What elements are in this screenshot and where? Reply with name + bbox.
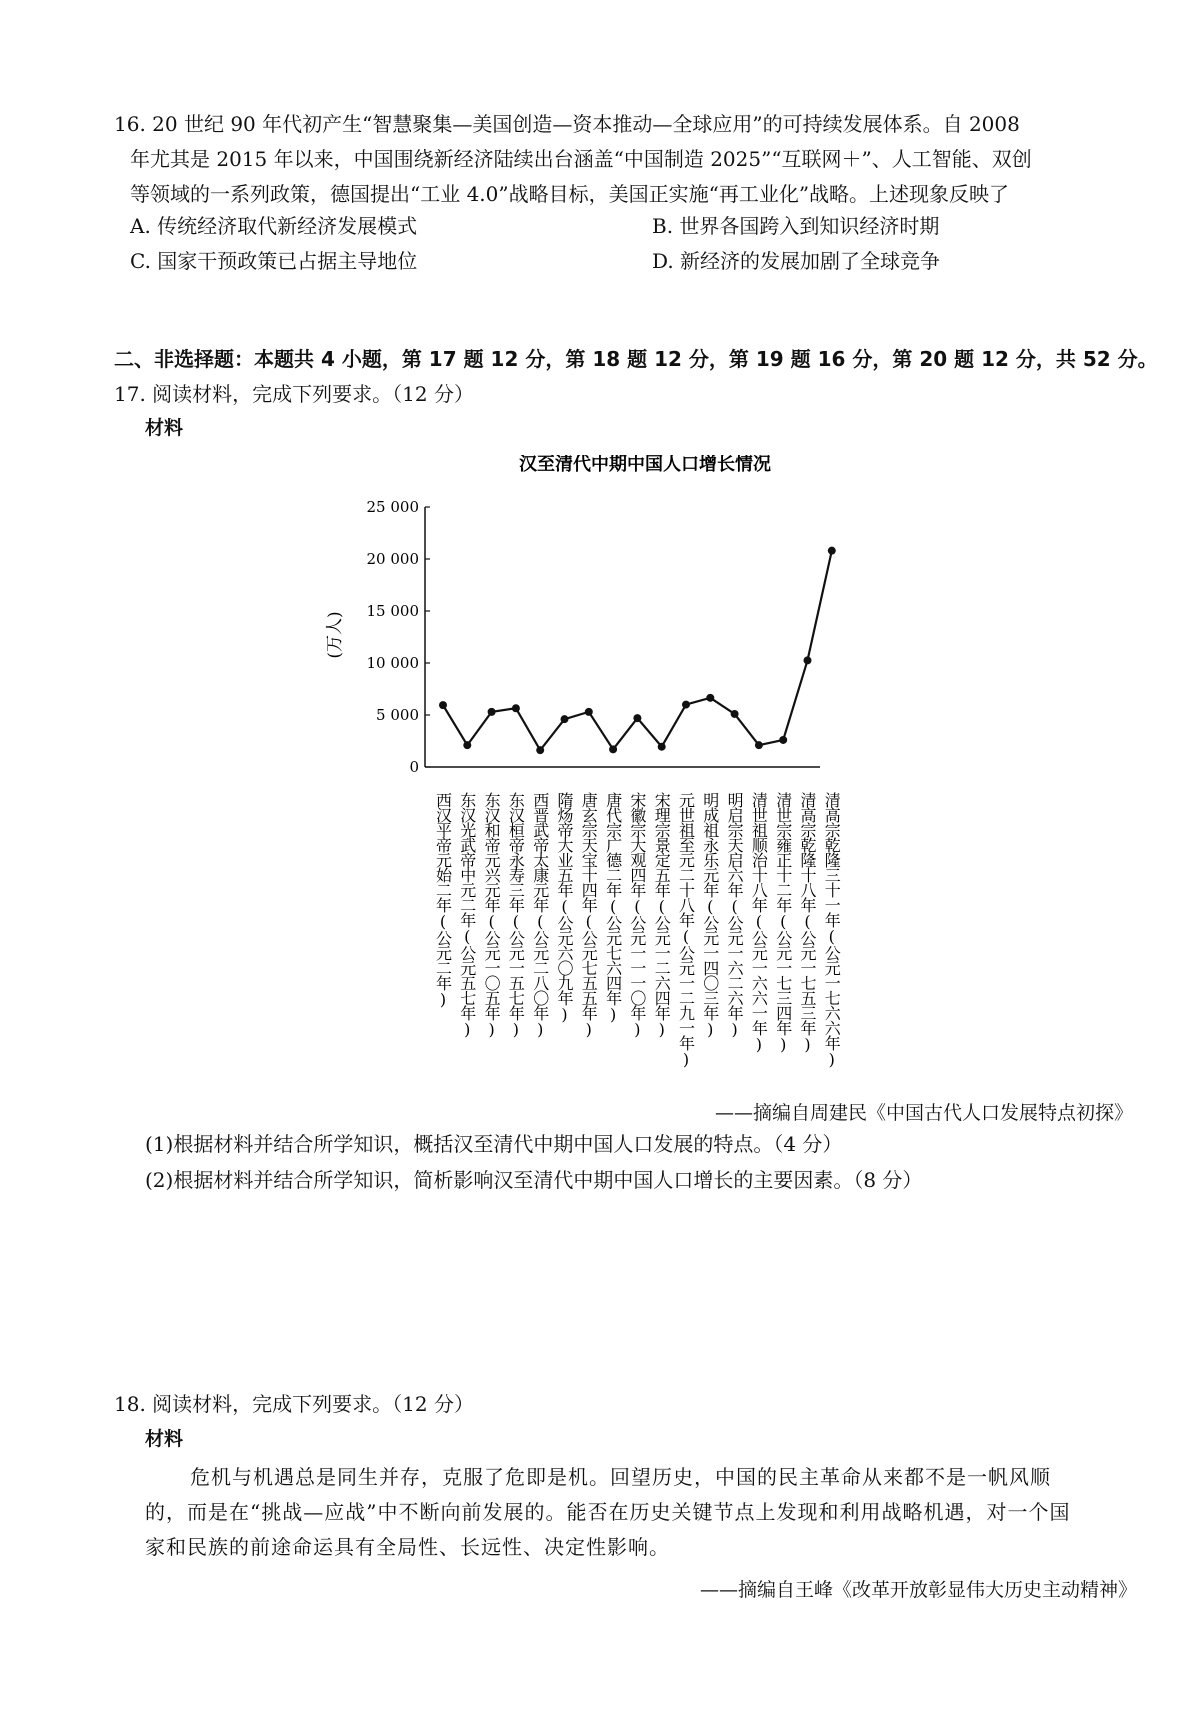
data-point	[804, 656, 812, 664]
data-point	[658, 743, 666, 751]
population-line-chart	[320, 455, 920, 1095]
series-population	[439, 547, 836, 754]
q18-source: ——摘编自王峰《改革开放彰显伟大历史主动精神》	[700, 1579, 1138, 1601]
y-tick-label: 10 000	[366, 654, 419, 672]
q16-line-3: 等领域的一系列政策，德国提出“工业 4.0”战略目标，美国正实施“再工业化”战略。上述现象反映了	[130, 182, 1010, 206]
x-category-label: 东汉和帝元兴元年(公元一〇五年)	[482, 792, 502, 1038]
data-point	[585, 708, 593, 716]
x-category-label: 宋徽宗大观四年(公元一一一〇年)	[627, 792, 647, 1038]
data-point	[439, 701, 447, 709]
q17-title: 17. 阅读材料，完成下列要求。（12 分）	[114, 382, 474, 406]
x-category-label: 东汉桓帝永寿三年(公元一五七年)	[506, 792, 526, 1038]
data-point	[512, 704, 520, 712]
q17-source: ——摘编自周建民《中国古代人口发展特点初探》	[715, 1102, 1134, 1124]
x-category-label: 明启宗天启六年(公元一六二六年)	[725, 792, 745, 1038]
y-tick-label: 25 000	[366, 498, 419, 516]
x-category-label: 明成祖永乐元年(公元一四〇三年)	[700, 792, 720, 1038]
x-category-label: 宋理宗景定五年(公元一二六四年)	[652, 792, 672, 1038]
q18-material-line-2: 的，而是在“挑战—应战”中不断向前发展的。能否在历史关键节点上发现和利用战略机遇，对一个国	[145, 1500, 1071, 1524]
data-point	[561, 715, 569, 723]
q16-line-2: 年尤其是 2015 年以来，中国围绕新经济陆续出台涵盖“中国制造 2025”“互联网＋”、人工智能、双创	[130, 147, 1032, 171]
q16-option-b[interactable]: B. 世界各国跨入到知识经济时期	[652, 214, 940, 238]
y-tick-label: 0	[409, 758, 419, 776]
q17-sub-question-1: (1)根据材料并结合所学知识，概括汉至清代中期中国人口发展的特点。（4 分）	[145, 1132, 843, 1156]
q16-option-a[interactable]: A. 传统经济取代新经济发展模式	[130, 214, 418, 238]
x-category-label: 东汉光武帝中元二年(公元五七年)	[457, 792, 477, 1038]
y-axis-label: (万人)	[325, 611, 345, 659]
x-category-label: 清高宗乾隆三十一年(公元一七六六年)	[822, 792, 842, 1068]
x-category-label: 清高宗乾隆十八年(公元一七五三年)	[798, 792, 817, 1053]
y-tick-label: 5 000	[376, 706, 419, 724]
x-category-label: 元世祖至元二十八年(公元一二九一年)	[676, 792, 696, 1068]
q18-material-label: 材料	[145, 1428, 184, 1450]
y-axis	[367, 498, 431, 776]
data-point	[828, 547, 836, 555]
q16-option-c[interactable]: C. 国家干预政策已占据主导地位	[130, 249, 418, 273]
x-category-label: 唐玄宗天宝十四年(公元七五五年)	[579, 792, 599, 1038]
x-category-label: 清世祖顺治十八年(公元一六六一年)	[749, 792, 769, 1053]
x-category-label: 西汉平帝元始二年(公元二年)	[433, 792, 453, 1008]
x-category-label: 唐代宗广德二年(公元七六四年)	[603, 792, 623, 1023]
q17-material-label: 材料	[145, 417, 184, 439]
data-point	[731, 710, 739, 718]
data-point	[609, 745, 617, 753]
x-category-label: 西晋武帝太康元年(公元二八〇年)	[530, 792, 550, 1038]
data-point	[682, 701, 690, 709]
x-category-labels	[434, 792, 842, 1068]
y-tick-label: 15 000	[366, 602, 419, 620]
q16-option-d[interactable]: D. 新经济的发展加剧了全球竞争	[652, 249, 941, 273]
section-2-heading: 二、非选择题：本题共 4 小题，第 17 题 12 分，第 18 题 12 分，第 19 题 16 分，第 20 题 12 分，共 52 分。	[114, 347, 1158, 371]
data-point	[633, 714, 641, 722]
q18-material-line-3: 家和民族的前途命运具有全局性、长远性、决定性影响。	[145, 1535, 670, 1559]
x-category-label: 清世宗雍正十二年(公元一七三四年)	[773, 792, 793, 1053]
data-point	[779, 736, 787, 744]
data-point	[488, 708, 496, 716]
q18-title: 18. 阅读材料，完成下列要求。（12 分）	[114, 1392, 474, 1416]
q17-sub-question-2: (2)根据材料并结合所学知识，简析影响汉至清代中期中国人口增长的主要因素。（8 分）	[145, 1168, 923, 1192]
x-category-label: 隋炀帝大业五年(公元六〇九年)	[555, 792, 574, 1023]
data-point	[706, 694, 714, 702]
y-tick-label: 20 000	[366, 550, 419, 568]
data-point	[536, 746, 544, 754]
data-point	[463, 741, 471, 749]
q18-material-line-1: 危机与机遇总是同生并存，克服了危即是机。回望历史，中国的民主革命从来都不是一帆风顺	[190, 1465, 1051, 1489]
chart-title: 汉至清代中期中国人口增长情况	[519, 455, 771, 475]
data-point	[755, 741, 763, 749]
q16-line-1: 16. 20 世纪 90 年代初产生“智慧聚集—美国创造—资本推动—全球应用”的可持续发展体系。自 2008	[114, 112, 1020, 136]
